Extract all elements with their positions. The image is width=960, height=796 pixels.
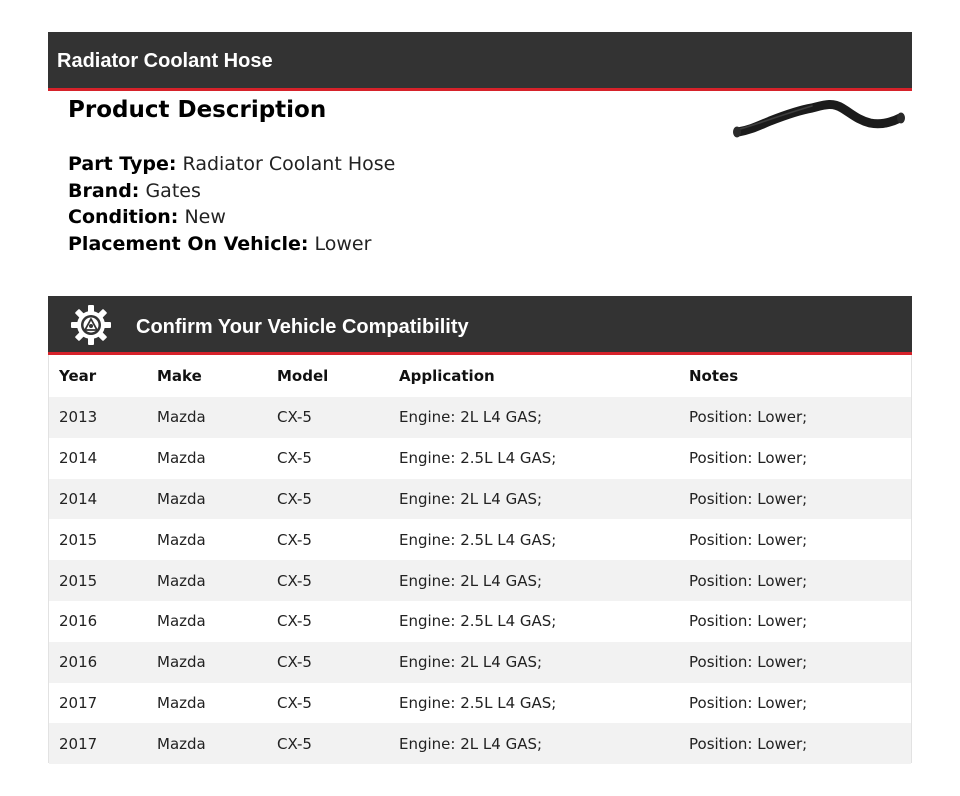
spec-value: Gates: [145, 179, 201, 202]
table-row: [49, 397, 911, 438]
cell-notes: Position: Lower;: [689, 449, 808, 468]
cell-year: 2014: [59, 449, 98, 468]
compatibility-title: Confirm Your Vehicle Compatibility: [136, 316, 469, 338]
spec-value: Radiator Coolant Hose: [182, 153, 396, 175]
spec-label: Condition:: [68, 206, 179, 228]
cell-notes: Position: Lower;: [689, 408, 808, 427]
table-row: [49, 479, 911, 520]
table-row: [49, 642, 911, 683]
gear-icon: [70, 304, 112, 346]
compatibility-bar: [48, 296, 912, 355]
cell-model: CX-5: [277, 489, 312, 508]
cell-notes: Position: Lower;: [689, 571, 808, 590]
column-header-application: Application: [399, 367, 495, 385]
table-row: [49, 519, 911, 560]
spec-value: Lower: [314, 232, 372, 255]
cell-application: Engine: 2L L4 GAS;: [399, 571, 543, 590]
table-row: [49, 723, 911, 764]
cell-make: Mazda: [157, 530, 206, 549]
cell-make: Mazda: [157, 489, 206, 508]
product-description-heading: Product Description: [68, 97, 327, 123]
cell-make: Mazda: [157, 653, 206, 672]
table-body: [49, 397, 911, 764]
cell-notes: Position: Lower;: [689, 530, 808, 549]
table-row: [49, 601, 911, 642]
cell-make: Mazda: [157, 693, 206, 712]
spec-label: Placement On Vehicle:: [68, 232, 309, 255]
cell-application: Engine: 2L L4 GAS;: [399, 408, 543, 427]
cell-year: 2016: [59, 612, 98, 631]
spec-placement: [68, 231, 395, 258]
cell-model: CX-5: [277, 734, 312, 753]
cell-make: Mazda: [157, 612, 206, 631]
cell-model: CX-5: [277, 449, 312, 468]
cell-year: 2017: [59, 734, 98, 753]
cell-year: 2015: [59, 530, 98, 549]
spec-brand: [68, 178, 395, 205]
compatibility-table: [49, 355, 911, 764]
cell-notes: Position: Lower;: [689, 612, 808, 631]
product-title: Radiator Coolant Hose: [57, 50, 273, 72]
cell-model: CX-5: [277, 571, 312, 590]
table-row: [49, 438, 911, 479]
cell-application: Engine: 2.5L L4 GAS;: [399, 530, 557, 549]
cell-year: 2017: [59, 693, 98, 712]
spec-list: [68, 151, 395, 257]
cell-model: CX-5: [277, 612, 312, 631]
column-header-model: Model: [277, 367, 329, 385]
cell-year: 2016: [59, 653, 98, 672]
cell-model: CX-5: [277, 653, 312, 672]
spec-value: New: [184, 206, 226, 228]
column-header-notes: Notes: [689, 367, 739, 385]
compatibility-table-container: [48, 355, 912, 763]
cell-application: Engine: 2.5L L4 GAS;: [399, 449, 557, 468]
radiator-hose-image: [728, 96, 908, 140]
table-row: [49, 683, 911, 724]
cell-model: CX-5: [277, 693, 312, 712]
cell-notes: Position: Lower;: [689, 653, 808, 672]
cell-application: Engine: 2L L4 GAS;: [399, 653, 543, 672]
cell-model: CX-5: [277, 530, 312, 549]
cell-make: Mazda: [157, 734, 206, 753]
cell-application: Engine: 2.5L L4 GAS;: [399, 693, 557, 712]
spec-condition: [68, 204, 395, 231]
cell-year: 2013: [59, 408, 98, 427]
table-header-row: [49, 355, 911, 397]
spec-part-type: [68, 151, 395, 178]
cell-year: 2014: [59, 489, 98, 508]
cell-model: CX-5: [277, 408, 312, 427]
spec-label: Brand:: [68, 179, 140, 202]
column-header-make: Make: [157, 367, 202, 385]
spec-label: Part Type:: [68, 153, 177, 175]
cell-application: Engine: 2L L4 GAS;: [399, 489, 543, 508]
cell-notes: Position: Lower;: [689, 693, 808, 712]
cell-notes: Position: Lower;: [689, 734, 808, 753]
cell-application: Engine: 2.5L L4 GAS;: [399, 612, 557, 631]
column-header-year: Year: [59, 367, 97, 385]
product-title-bar: [48, 32, 912, 91]
cell-make: Mazda: [157, 408, 206, 427]
cell-year: 2015: [59, 571, 98, 590]
cell-make: Mazda: [157, 449, 206, 468]
cell-application: Engine: 2L L4 GAS;: [399, 734, 543, 753]
cell-make: Mazda: [157, 571, 206, 590]
table-row: [49, 560, 911, 601]
cell-notes: Position: Lower;: [689, 489, 808, 508]
